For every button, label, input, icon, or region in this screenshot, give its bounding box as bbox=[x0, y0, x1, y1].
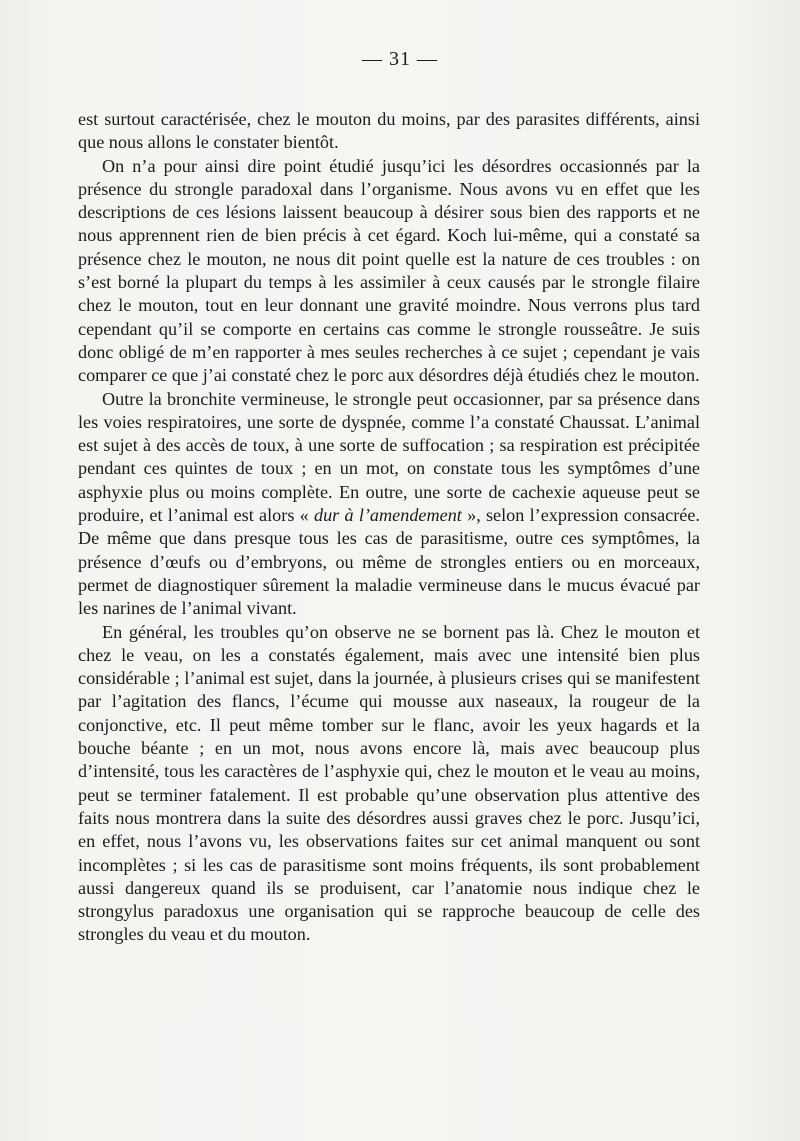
paragraph-3-italic-phrase: dur à l’amendement bbox=[313, 505, 462, 526]
paragraph-2: On n’a pour ainsi dire point étudié jusqu’ici les désordres occasionnés par la présence du strongle paradoxal dans l’organisme. Nous avons vu en effet que les descriptions de ces lésions laissent beaucoup à désirer sous bien des rapports et ne nous apprennent rien de bien précis à cet égard. Koch lui-même, qui a constaté sa présence chez le mouton, ne nous dit point quelle est la nature de ces troubles : on s’est borné la plupart du temps à les assimiler à ceux causés par le strongle filaire chez le mouton, tout en leur donnant une gravité moindre. Nous verrons plus tard cependant qu’il se comporte en certains cas comme le strongle rousseâtre. Je suis donc obligé de m’en rapporter à mes seules recherches à ce sujet ; cependant je vais comparer ce que j’ai constaté chez le porc aux désordres déjà étudiés chez le mouton. bbox=[78, 155, 700, 386]
paragraph-1: est surtout caractérisée, chez le mouton du moins, par des parasites différents, ainsi que nous allons le constater bientôt. bbox=[78, 109, 700, 153]
body-text bbox=[78, 108, 700, 947]
paragraph-3-text-after: », selon l’expression consacrée. De même que dans presque tous les cas de parasitisme, outre ces symptômes, la présence d’œufs ou d’embryons, ou même de strongles entiers ou en morceaux, permet de diagnostiquer sûrement la maladie vermineuse dans le mucus évacué par les narines de l’animal vivant. bbox=[78, 505, 700, 619]
page-number: — 31 — bbox=[362, 48, 438, 70]
paragraph-3-text-before: Outre la bronchite vermineuse, le strongle peut occasionner, par sa présence dans les voies respiratoires, une sorte de dyspnée, comme l’a constaté Chaussat. L’animal est sujet à des accès de toux, à une sorte de suffocation ; sa respiration est précipitée pendant ces quintes de toux ; en un mot, on constate tous les symptômes d’une asphyxie plus ou moins complète. En outre, une sorte de cachexie aqueuse peut se produire, et l’animal est alors « bbox=[78, 388, 700, 526]
paragraph-4: En général, les troubles qu’on observe ne se bornent pas là. Chez le mouton et chez le veau, on les a constatés également, mais avec une intensité bien plus considérable ; l’animal est sujet, dans la journée, à plusieurs crises qui se manifestent par l’agitation des flancs, l’écume qui mousse aux naseaux, la rougeur de la conjonctive, etc. Il peut même tomber sur le flanc, avoir les yeux hagards et la bouche béante ; en un mot, nous avons encore là, mais avec beaucoup plus d’intensité, tous les caractères de l’asphyxie qui, chez le mouton et le veau au moins, peut se terminer fatalement. Il est probable qu’une observation plus attentive des faits nous montrera dans la suite des désordres aussi graves chez le porc. Jusqu’ici, en effet, nous l’avons vu, les observations faites sur cet animal manquent ou sont incomplètes ; si les cas de parasitisme sont moins fréquents, ils sont probablement aussi dangereux quand ils se produisent, car l’anatomie nous indique chez le strongylus paradoxus une organisation qui se rapproche beaucoup de celle des strongles du veau et du mouton. bbox=[78, 621, 700, 945]
paragraph-3 bbox=[78, 388, 700, 621]
